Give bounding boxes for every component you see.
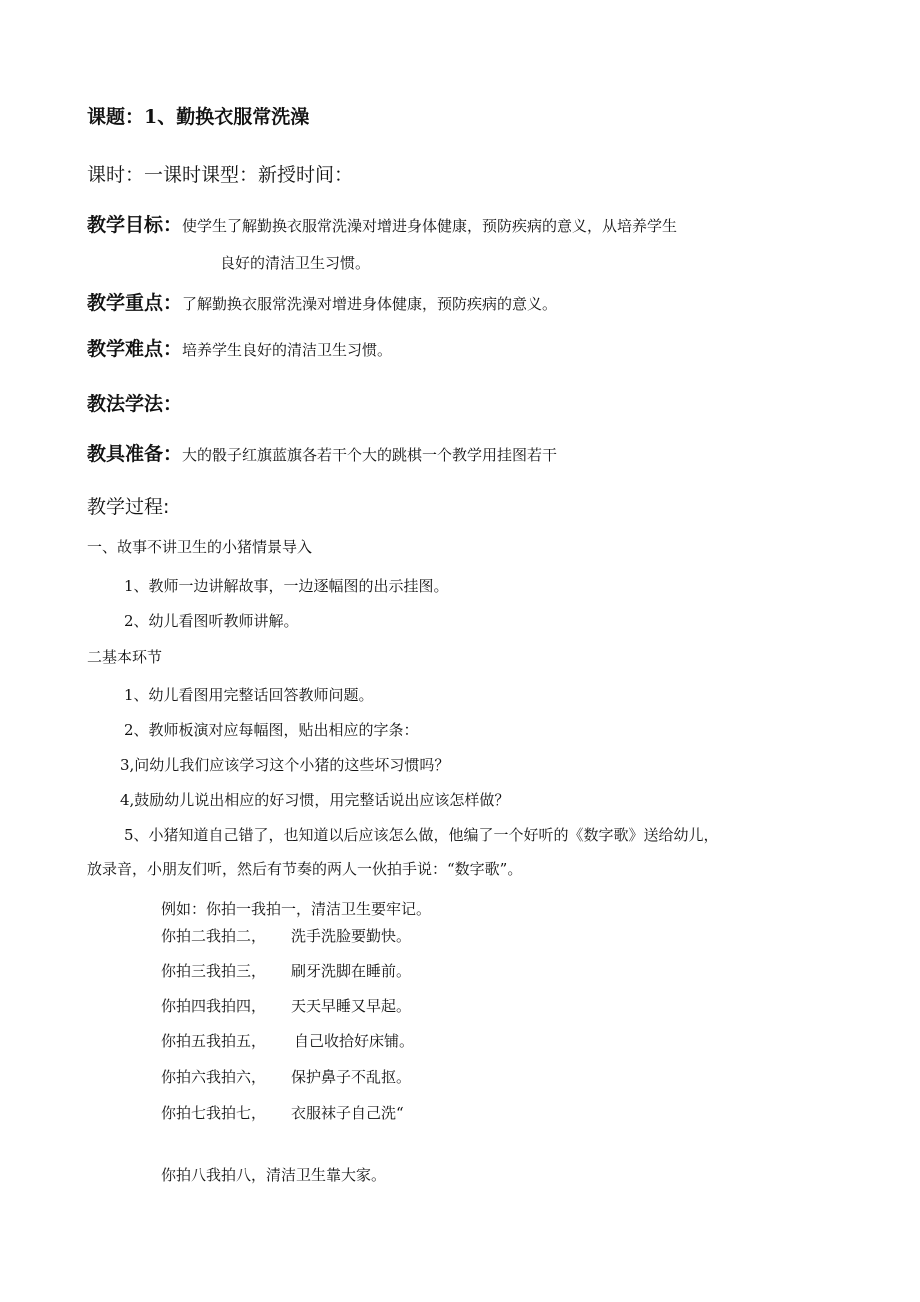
teaching-goal — [87, 216, 677, 235]
prep-text: 大的骰子红旗蓝旗各若干个大的跳棋一个教学用挂图若干 — [182, 446, 558, 464]
process-heading: 教学过程: — [87, 496, 170, 518]
section-2-item: 5、小猪知道自己错了，也知道以后应该怎么做，他编了一个好听的《数字歌》送给幼儿， — [124, 826, 719, 844]
key-point — [87, 294, 557, 313]
goal-label: 教学目标： — [87, 214, 183, 236]
title-text: 、勤换衣服常洗澡 — [157, 106, 310, 128]
song-line: 你拍四我拍四， — [161, 997, 267, 1015]
song-last-line: 你拍八我拍八，清洁卫生靠大家。 — [161, 1166, 387, 1184]
section-2-title: 二基本环节 — [87, 648, 163, 666]
key-point-text: 了解勤换衣服常洗澡对增进身体健康，预防疾病的意义。 — [182, 295, 558, 313]
key-point-label: 教学重点： — [87, 292, 183, 314]
section-2-item: 1、幼儿看图用完整话回答教师问题。 — [124, 686, 374, 704]
prep-label: 教具准备： — [87, 443, 183, 465]
song-line-text: 天天早睡又早起。 — [291, 997, 412, 1015]
song-line: 你拍六我拍六， — [161, 1068, 267, 1086]
song-line-text: 保护鼻子不乱抠。 — [291, 1068, 412, 1086]
song-line-text: 洗手洗脸要勤快。 — [291, 927, 412, 945]
difficulty — [87, 340, 392, 359]
song-intro: 例如：你拍一我拍一，清洁卫生要牢记。 — [161, 900, 432, 918]
teaching-method — [87, 395, 182, 414]
song-line: 你拍五我拍五， — [161, 1032, 267, 1050]
song-line: 你拍三我拍三， — [161, 962, 267, 980]
lesson-info: 课时：一课时课型：新授时间： — [87, 164, 354, 186]
section-2-item: 3,问幼儿我们应该学习这个小猪的这些坏习惯吗？ — [120, 756, 450, 774]
method-label: 教法学法： — [87, 393, 183, 415]
difficulty-text: 培养学生良好的清洁卫生习惯。 — [182, 341, 393, 359]
teaching-prep — [87, 445, 557, 464]
title-number: 1 — [144, 106, 158, 128]
goal-text: 使学生了解勤换衣服常洗澡对增进身体健康，预防疾病的意义，从培养学生 — [182, 217, 678, 235]
section-2-item: 4,鼓励幼儿说出相应的好习惯，用完整话说出应该怎样做？ — [120, 791, 510, 809]
song-line-text: 刷牙洗脚在睡前。 — [291, 962, 412, 980]
section-1-item: 2、幼儿看图听教师讲解。 — [124, 612, 299, 630]
lesson-title — [87, 108, 309, 127]
section-1-title: 一、故事不讲卫生的小猪情景导入 — [87, 538, 313, 556]
section-2-item: 2、教师板演对应每幅图，贴出相应的字条： — [124, 721, 419, 739]
song-line: 你拍七我拍七， — [161, 1104, 267, 1122]
section-1-item: 1、教师一边讲解故事，一边逐幅图的出示挂图。 — [124, 577, 449, 595]
title-label: 课题： — [87, 106, 145, 128]
song-line-text: 衣服袜子自己洗“ — [291, 1104, 404, 1122]
section-2-item-continued: 放录音，小朋友们听，然后有节奏的两人一伙拍手说：“数字歌”。 — [87, 860, 523, 878]
song-line: 你拍二我拍二， — [161, 927, 267, 945]
goal-text-continued: 良好的清洁卫生习惯。 — [220, 254, 371, 272]
difficulty-label: 教学难点： — [87, 338, 183, 360]
song-line-text: 自己收拾好床铺。 — [294, 1032, 415, 1050]
